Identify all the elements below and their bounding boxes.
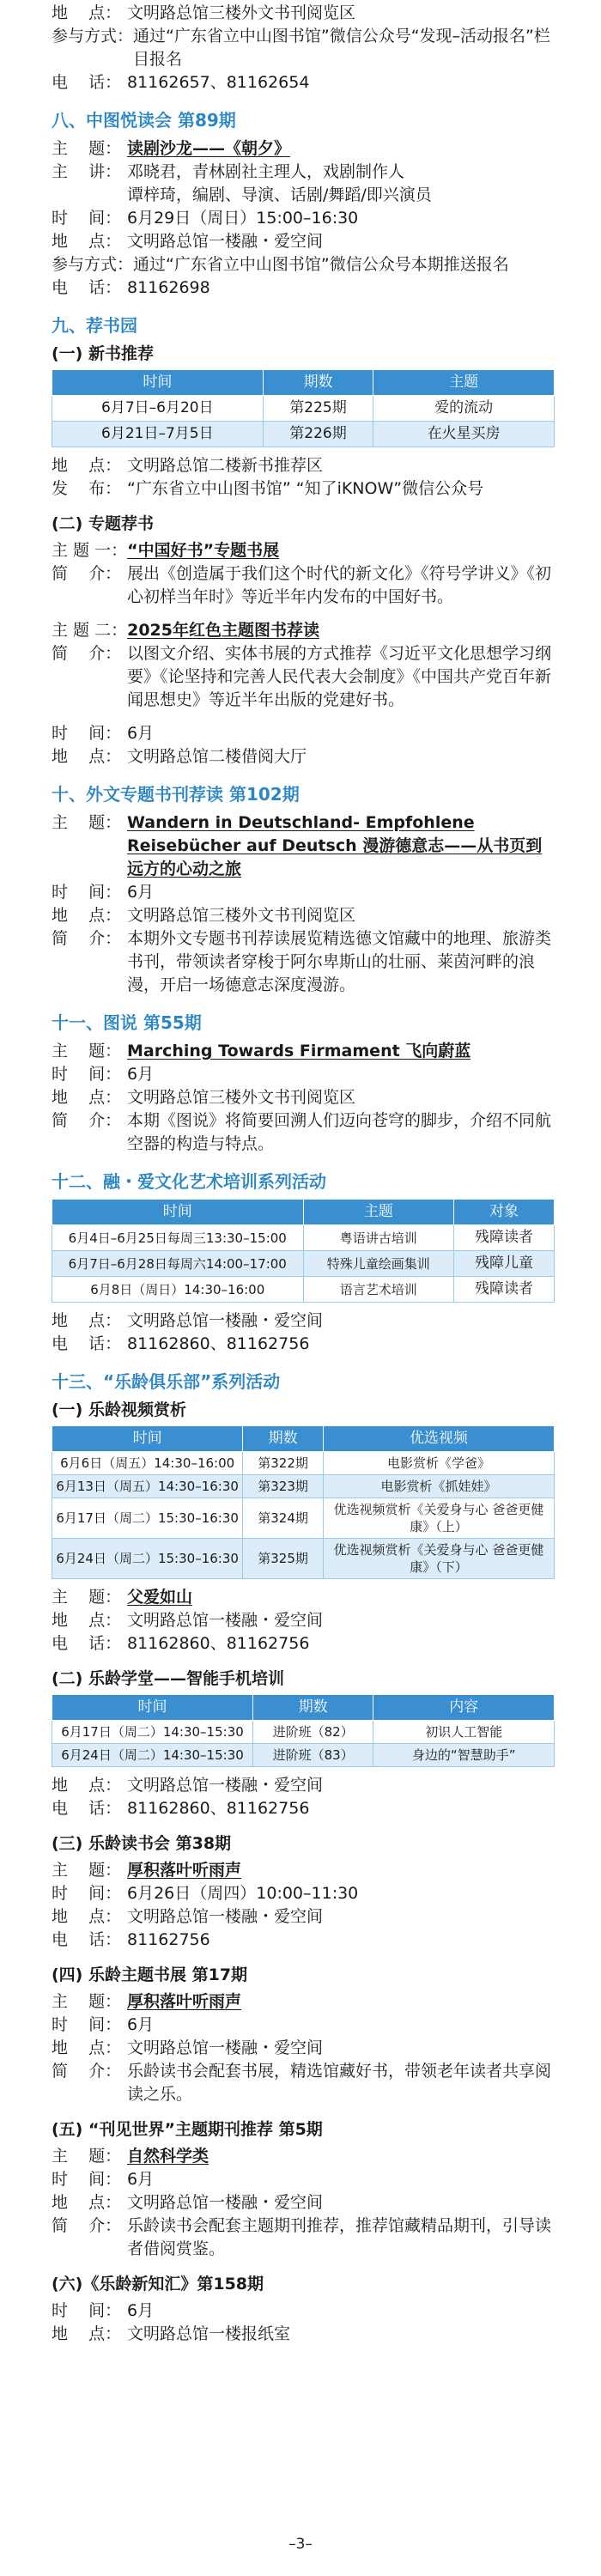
field-label: 时 间： (52, 2301, 122, 2320)
field-label: 地 点： (52, 1907, 122, 1926)
info-row (52, 1632, 555, 1656)
table-cell: 6月4日–6月25日每周三13:30–15:00 (52, 1225, 304, 1251)
info-row (52, 1882, 555, 1905)
field-label: 时 间： (52, 883, 122, 902)
info-row (52, 619, 555, 642)
table-cell: 语言艺术培训 (303, 1277, 454, 1303)
field-label: 电 话： (52, 1930, 122, 1949)
field-label: 简 介： (52, 644, 122, 663)
info-row (52, 2014, 555, 2037)
table-cell: 身边的“智慧助手” (373, 1744, 555, 1767)
field-label: 地 点： (52, 1088, 122, 1107)
info-row (52, 642, 555, 712)
table-cell: 6月8日（周日）14:30–16:00 (52, 1277, 304, 1303)
info-row (52, 1990, 555, 2014)
table-row (52, 1721, 555, 1744)
info-row (52, 2145, 555, 2168)
section-title: 八、中图悦读会 第89期 (52, 110, 236, 131)
field-label: 参与方式： (52, 255, 134, 274)
table-cell: 6月17日（周二）15:30–16:30 (52, 1498, 243, 1539)
info-row (52, 184, 555, 207)
field-label: 主 题： (52, 1042, 122, 1060)
field-value: 文明路总馆一楼报纸室 (127, 2324, 291, 2343)
table-cell: 进阶班（82） (253, 1721, 373, 1744)
topic-value: 厚积落叶听雨声 (127, 1861, 242, 1880)
field-label: 主 题 一： (52, 541, 128, 560)
subsection-title: (四) 乐龄主题书展 第17期 (52, 1965, 248, 1984)
field-value: 文明路总馆一楼融・爱空间 (127, 2193, 324, 2212)
field-value: 文明路总馆二楼借阅大厅 (127, 747, 307, 766)
new-books-table (52, 369, 555, 447)
table-cell: 特殊儿童绘画集训 (303, 1251, 454, 1277)
table-row (52, 1277, 555, 1303)
field-label: 主 题： (52, 1861, 122, 1880)
info-row (52, 2323, 555, 2346)
field-value: 文明路总馆一楼融・爱空间 (127, 1776, 324, 1795)
table-row (52, 1475, 555, 1498)
field-value: 文明路总馆一楼融・爱空间 (127, 2038, 324, 2057)
field-value: 以图文介绍、实体书展的方式推荐《习近平文化思想学习纲要》《论坚持和完善人民代表大会制度》《中国共产党百年新闻思想史》等近半年出版的党建好书。 (127, 644, 552, 709)
info-row (52, 1086, 555, 1109)
table-cell: 第324期 (243, 1498, 324, 1539)
subsection-title: (五) “刊见世界”主题期刊推荐 第5期 (52, 2120, 323, 2139)
table-cell: 6月17日（周二）14:30–15:30 (52, 1721, 253, 1744)
subsection-title: (二) 专题荐书 (52, 514, 154, 533)
topic-value: 自然科学类 (127, 2147, 209, 2166)
field-value: 展出《创造属于我们这个时代的新文化》《符号学讲义》《初心初样当年时》等近半年内发布的中国好书。 (127, 564, 552, 606)
table-cell: 第325期 (243, 1539, 324, 1579)
info-row (52, 25, 555, 71)
info-row (52, 2037, 555, 2060)
field-label: 时 间： (52, 1884, 122, 1903)
info-row (52, 2168, 555, 2191)
table-header: 期数 (243, 1426, 324, 1452)
page-number: –3– (288, 2536, 313, 2553)
field-value: 6月29日（周日）15:00–16:30 (127, 209, 359, 228)
field-value: 81162860、81162756 (127, 1334, 310, 1353)
field-value: 6月 (127, 724, 155, 743)
subsection-title: (六)《乐龄新知汇》第158期 (52, 2275, 264, 2293)
info-row (52, 722, 555, 745)
info-row (52, 2215, 555, 2261)
field-label: 时 间： (52, 1065, 122, 1084)
field-label: 主 题： (52, 813, 122, 832)
field-label: 主 题： (52, 1992, 122, 2011)
table-row (52, 1498, 555, 1539)
info-row (52, 811, 555, 881)
field-label: 时 间： (52, 2170, 122, 2189)
table-header: 期数 (253, 1695, 373, 1721)
table-cell: 第226期 (263, 422, 373, 447)
table-cell: 6月13日（周五）14:30–16:30 (52, 1475, 243, 1498)
info-row (52, 1063, 555, 1086)
field-value: 6月 (127, 2301, 155, 2320)
video-table (52, 1425, 555, 1579)
section-title: 九、荐书园 (52, 315, 137, 336)
field-label: 参与方式： (52, 27, 134, 46)
field-label: 简 介： (52, 929, 122, 948)
info-row (52, 904, 555, 927)
section-12 (52, 1170, 555, 1356)
info-row (52, 276, 555, 300)
field-label: 简 介： (52, 1111, 122, 1130)
info-row (52, 1109, 555, 1156)
info-row (52, 1333, 555, 1356)
section-13 (52, 1370, 555, 2346)
table-cell: 第225期 (263, 396, 373, 422)
table-row (52, 1225, 555, 1251)
info-row (52, 207, 555, 230)
topic-value: 读剧沙龙——《朝夕》 (127, 139, 291, 158)
table-row (52, 1452, 555, 1475)
field-value: 6月26日（周四）10:00–11:30 (127, 1884, 359, 1903)
section-9 (52, 313, 555, 769)
field-label: 地 点： (52, 747, 122, 766)
field-value: 81162860、81162756 (127, 1799, 310, 1818)
subsection-title: (一) 乐龄视频赏析 (52, 1400, 186, 1419)
info-row (52, 1905, 555, 1929)
table-cell: 残障读者 (454, 1225, 555, 1251)
info-row (52, 2300, 555, 2323)
field-label: 地 点： (52, 1311, 122, 1330)
field-label: 主 题： (52, 139, 122, 158)
field-label: 简 介： (52, 564, 122, 583)
table-cell: 优选视频赏析《关爱身与心 爸爸更健康》（下） (323, 1539, 554, 1579)
field-value: 文明路总馆三楼外文书刊阅览区 (127, 1088, 356, 1107)
field-value: 81162756 (127, 1930, 210, 1949)
table-cell: 第323期 (243, 1475, 324, 1498)
info-row (52, 161, 555, 184)
info-row (52, 1797, 555, 1820)
table-row (52, 1539, 555, 1579)
info-row (52, 539, 555, 562)
info-row (52, 253, 555, 276)
table-header: 主题 (303, 1200, 454, 1225)
info-row (52, 927, 555, 997)
field-value: 文明路总馆一楼融・爱空间 (127, 1311, 324, 1330)
table-cell: 第322期 (243, 1452, 324, 1475)
table-cell: 在火星买房 (373, 422, 555, 447)
field-value: 6月 (127, 883, 155, 902)
info-row (52, 1774, 555, 1797)
field-label: 地 点： (52, 2193, 122, 2212)
table-cell: 电影赏析《学爸》 (323, 1452, 554, 1475)
table-header: 时间 (52, 370, 264, 396)
info-row (52, 477, 555, 501)
table-cell: 6月6日（周五）14:30–16:00 (52, 1452, 243, 1475)
table-header: 期数 (263, 370, 373, 396)
table-header-row (52, 1695, 555, 1721)
table-row (52, 1744, 555, 1767)
topic-value: 父爱如山 (127, 1588, 193, 1607)
field-value: 文明路总馆一楼融・爱空间 (127, 232, 324, 251)
subsection-title: (三) 乐龄读书会 第38期 (52, 1834, 232, 1853)
table-cell: 6月7日–6月20日 (52, 396, 264, 422)
field-label: 地 点： (52, 456, 122, 475)
table-row (52, 1251, 555, 1277)
field-value: 6月 (127, 2015, 155, 2034)
table-cell: 粤语讲古培训 (303, 1225, 454, 1251)
table-header: 对象 (454, 1200, 555, 1225)
field-label: 电 话： (52, 278, 122, 297)
info-row (52, 1309, 555, 1333)
field-label: 时 间： (52, 724, 122, 743)
field-label: 地 点： (52, 2038, 122, 2057)
field-value: 81162657、81162654 (127, 73, 310, 92)
table-cell: 6月24日（周二）14:30–15:30 (52, 1744, 253, 1767)
field-value: 文明路总馆二楼新书推荐区 (127, 456, 324, 475)
field-value: 本期《图说》将简要回溯人们迈向苍穹的脚步，介绍不同航空器的构造与特点。 (127, 1111, 552, 1153)
field-label: 地 点： (52, 232, 122, 251)
topic-value: 厚积落叶听雨声 (127, 1992, 242, 2011)
info-row (52, 2, 555, 25)
field-label: 发 布： (52, 479, 122, 498)
section-11 (52, 1011, 555, 1156)
field-label: 电 话： (52, 1799, 122, 1818)
field-label: 时 间： (52, 209, 122, 228)
field-value: 文明路总馆三楼外文书刊阅览区 (127, 3, 356, 22)
topic-value: “中国好书”专题书展 (127, 541, 280, 560)
section-title: 十一、图说 第55期 (52, 1012, 202, 1033)
table-cell: 6月24日（周二）15:30–16:30 (52, 1539, 243, 1579)
field-label: 电 话： (52, 1334, 122, 1353)
info-row (52, 71, 555, 94)
info-row (52, 562, 555, 609)
topic-value: Wandern in Deutschland- Empfohlene Reisebücher auf Deutsch 漫游德意志——从书页到远方的心动之旅 (127, 813, 543, 878)
table-cell: 残障儿童 (454, 1251, 555, 1277)
subsection-title: (二) 乐龄学堂——智能手机培训 (52, 1669, 284, 1688)
field-label: 地 点： (52, 906, 122, 925)
subsection-title: (一) 新书推荐 (52, 344, 154, 363)
field-label: 电 话： (52, 1634, 122, 1653)
table-header: 优选视频 (323, 1426, 554, 1452)
field-label: 主 题： (52, 2147, 122, 2166)
table-row (52, 396, 555, 422)
table-header-row (52, 1200, 555, 1225)
top-continuation (52, 2, 555, 94)
table-header: 时间 (52, 1426, 243, 1452)
info-row (52, 454, 555, 477)
field-label: 地 点： (52, 3, 122, 22)
training-table (52, 1199, 555, 1303)
field-label: 电 话： (52, 73, 122, 92)
phone-training-table (52, 1694, 555, 1767)
table-cell: 6月21日–7月5日 (52, 422, 264, 447)
info-row (52, 137, 555, 161)
field-label: 地 点： (52, 1776, 122, 1795)
field-value: 81162860、81162756 (127, 1634, 310, 1653)
info-row (52, 2060, 555, 2106)
field-value: 通过“广东省立中山图书馆”微信公众号本期推送报名 (133, 255, 509, 274)
field-label: 主 题 二： (52, 621, 128, 640)
field-label: 时 间： (52, 2015, 122, 2034)
section-title: 十、外文专题书刊荐读 第102期 (52, 784, 300, 805)
table-header: 时间 (52, 1200, 304, 1225)
table-cell: 6月7日–6月28日每周六14:00–17:00 (52, 1251, 304, 1277)
table-row (52, 422, 555, 447)
table-header: 时间 (52, 1695, 253, 1721)
info-row (52, 1040, 555, 1063)
field-value: 通过“广东省立中山图书馆”微信公众号“发现–活动报名”栏目报名 (133, 27, 550, 69)
section-title: 十二、融・爱文化艺术培训系列活动 (52, 1171, 326, 1192)
table-cell: 残障读者 (454, 1277, 555, 1303)
field-value: 文明路总馆一楼融・爱空间 (127, 1611, 324, 1630)
section-title: 十三、“乐龄俱乐部”系列活动 (52, 1371, 281, 1392)
field-value: 本期外文专题书刊荐读展览精选德文馆藏中的地理、旅游类书刊，带领读者穿梭于阿尔卑斯山的壮丽、莱茵河畔的浪漫，开启一场德意志深度漫游。 (127, 929, 552, 994)
table-header-row (52, 1426, 555, 1452)
section-10 (52, 782, 555, 997)
info-row (52, 230, 555, 253)
field-value: 谭梓琦，编剧、导演、话剧/舞蹈/即兴演员 (127, 185, 432, 204)
section-8 (52, 108, 555, 300)
field-label: 地 点： (52, 1611, 122, 1630)
table-cell: 优选视频赏析《关爱身与心 爸爸更健康》（上） (323, 1498, 554, 1539)
field-value: 文明路总馆三楼外文书刊阅览区 (127, 906, 356, 925)
field-label: 简 介： (52, 2216, 122, 2235)
topic-value: Marching Towards Firmament 飞向蔚蓝 (127, 1042, 471, 1060)
field-value: 81162698 (127, 278, 210, 297)
table-header: 主题 (373, 370, 555, 396)
field-label: 主 题： (52, 1588, 122, 1607)
field-label: 简 介： (52, 2062, 122, 2081)
field-value: 邓晓君，青林剧社主理人，戏剧制作人 (127, 162, 405, 181)
info-row (52, 1929, 555, 1952)
table-cell: 爱的流动 (373, 396, 555, 422)
table-cell: 进阶班（83） (253, 1744, 373, 1767)
field-label: 主 讲： (52, 162, 122, 181)
info-row (52, 1609, 555, 1632)
field-value: 6月 (127, 1065, 155, 1084)
field-value: “广东省立中山图书馆” “知了iKNOW”微信公众号 (127, 479, 484, 498)
table-cell: 电影赏析《抓娃娃》 (323, 1475, 554, 1498)
field-value: 乐龄读书会配套主题期刊推荐，推荐馆藏精品期刊，引导读者借阅赏鉴。 (127, 2216, 552, 2258)
info-row (52, 1586, 555, 1609)
field-value: 乐龄读书会配套书展，精选馆藏好书，带领老年读者共享阅读之乐。 (127, 2062, 552, 2104)
table-cell: 初识人工智能 (373, 1721, 555, 1744)
topic-value: 2025年红色主题图书荐读 (127, 621, 319, 640)
info-row (52, 2191, 555, 2215)
info-row (52, 1859, 555, 1882)
field-value: 文明路总馆一楼融・爱空间 (127, 1907, 324, 1926)
info-row (52, 745, 555, 769)
table-header: 内容 (373, 1695, 555, 1721)
table-header-row (52, 370, 555, 396)
field-value: 6月 (127, 2170, 155, 2189)
info-row (52, 881, 555, 904)
field-label: 地 点： (52, 2324, 122, 2343)
